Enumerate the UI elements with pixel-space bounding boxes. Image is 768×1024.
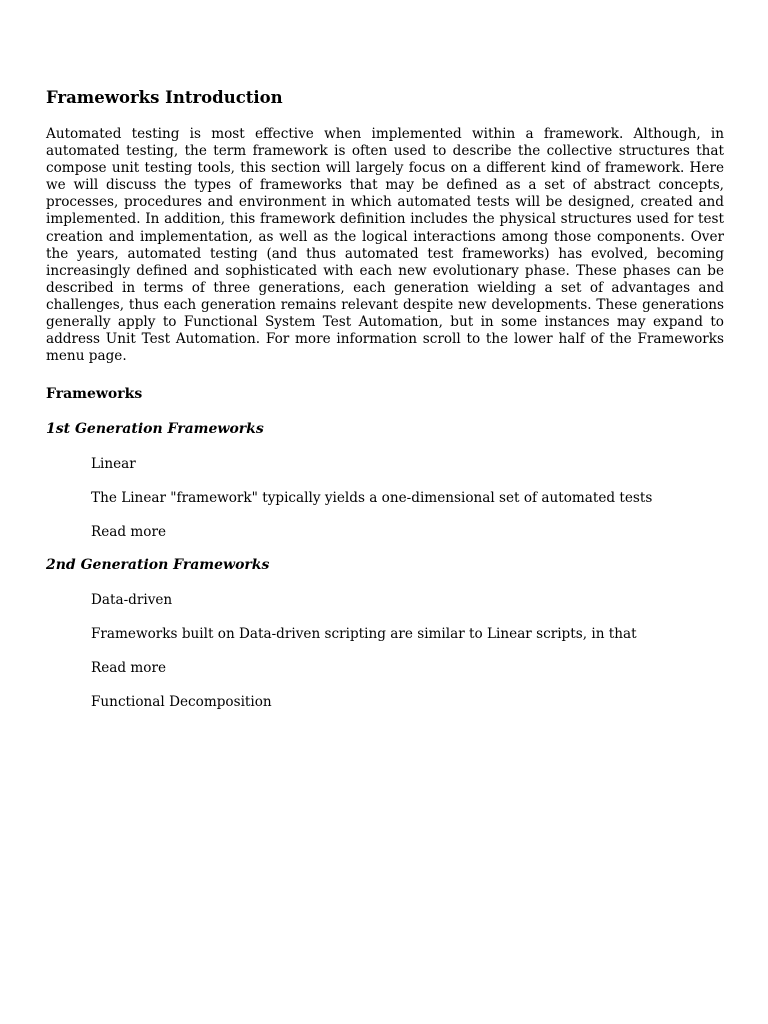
page-title: Frameworks Introduction bbox=[46, 88, 283, 107]
linear-read-more-link[interactable] bbox=[91, 524, 166, 540]
data-driven-read-more-link[interactable] bbox=[91, 660, 166, 676]
linear-framework-description: The Linear "framework" typically yields a one-dimensional set of automated tests bbox=[91, 490, 653, 506]
data-driven-framework-description: Frameworks built on Data-driven scripting are similar to Linear scripts, in that bbox=[91, 626, 637, 642]
functional-decomposition-name: Functional Decomposition bbox=[91, 694, 272, 710]
frameworks-heading: Frameworks bbox=[46, 386, 143, 402]
second-generation-heading: 2nd Generation Frameworks bbox=[46, 557, 270, 573]
linear-read-more-anchor[interactable]: Read more bbox=[91, 524, 167, 540]
data-driven-read-more-anchor[interactable]: Read more bbox=[91, 660, 167, 676]
intro-paragraph: Automated testing is most effective when implemented within a framework. Although, in automated testing, the term framework is often used to describe the collective structures that compose unit testing tools, this section will largely focus on a different kind of framework. Here we will discuss the types of frameworks that may be defined as a set of abstract concepts, processes, procedures and environment in which automated tests will be designed, created and implemented. In addition, this framework definition includes the physical structures used for test creation and implementation, as well as the logical interactions among those components. Over the years, automated testing (and thus automated test frameworks) has evolved, becoming increasingly defined and sophisticated with each new evolutionary phase. These phases can be described in terms of three generations, each generation wielding a set of advantages and challenges, thus each generation remains relevant despite new developments. These generations generally apply to Functional System Test Automation, but in some instances may expand to address Unit Test Automation. For more information scroll to the lower half of the Frameworks menu page. bbox=[46, 126, 724, 365]
data-driven-framework-name: Data-driven bbox=[91, 592, 173, 608]
first-generation-heading: 1st Generation Frameworks bbox=[46, 421, 264, 437]
linear-framework-name: Linear bbox=[91, 456, 136, 472]
